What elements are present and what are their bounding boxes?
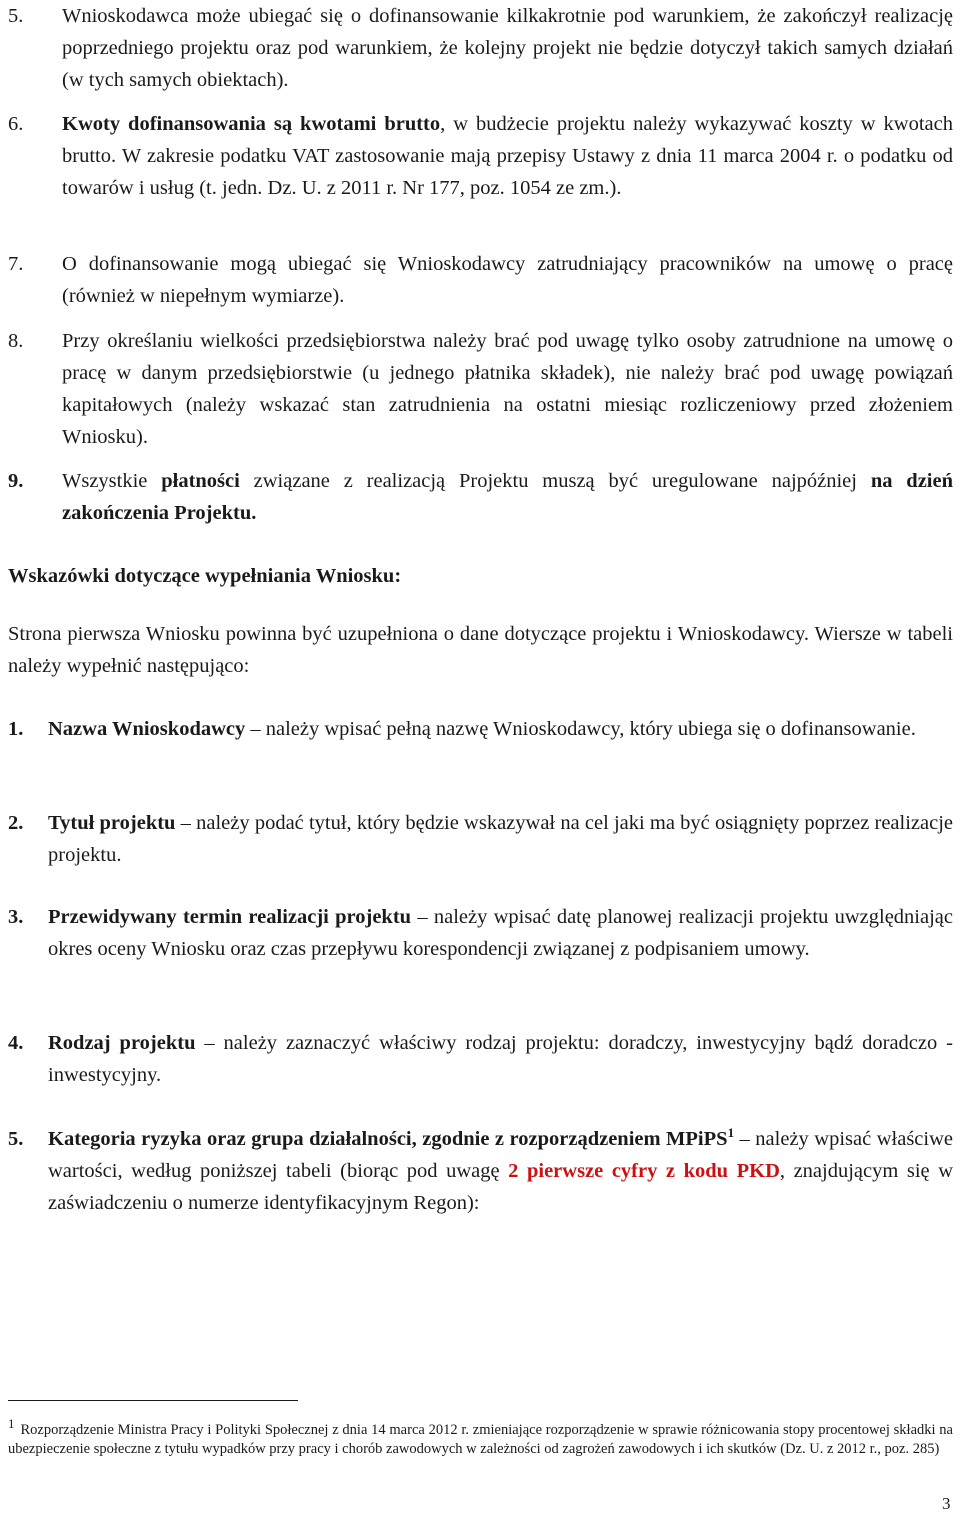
list-item-rest: – należy zaznaczyć właściwy rodzaj projektu: doradczy, inwestycyjny bądź doradczo - inwestycyjny. [48,1032,953,1086]
list-item-pre: Wszystkie [62,470,162,492]
list-number: 5. [8,1128,24,1150]
list-item-rest: – należy wpisać datę planowej realizacji projektu uwzględniając okres oceny Wniosku oraz czas przepływu korespondencji związanej z podpisaniem umowy. [48,906,953,960]
list-item-text: O dofinansowanie mogą ubiegać się Wnioskodawcy zatrudniający pracowników na umowę o pracę (również w niepełnym wymiarze). [62,253,953,307]
intro-paragraph: Strona pierwsza Wniosku powinna być uzupełniona o dane dotyczące projektu i Wnioskodawcy. Wiersze w tabeli należy wypełnić następująco: [8,623,953,677]
footnote-reference: 1 [727,1125,735,1141]
list-item-rest: , w budżecie projektu należy wykazywać koszty w kwotach brutto. W zakresie podatku VAT zastosowanie mają przepisy Ustawy z dnia 11 marca 2004 r. o podatku od towarów i usług (t. jedn. Dz. U. z 2011 r. Nr 177, poz. 1054 ze zm.). [62,113,953,199]
list-item-text [62,108,953,204]
list-number: 8. [8,330,24,352]
footnote [8,1416,953,1459]
list-number: 9. [8,470,24,492]
footnote-separator [8,1400,298,1401]
list-item-text [48,1027,953,1091]
list-number: 6. [8,113,24,135]
list-item-bold: Nazwa Wnioskodawcy [48,718,246,740]
list-item-pre: – należy wpisać właściwe wartości, według poniższej tabeli (biorąc pod uwagę [48,1128,953,1182]
list-item-post: , znajdującym się w zaświadczeniu o numerze identyfikacyjnym Regon): [48,1160,954,1214]
list-number: 2. [8,812,24,834]
footnote-number: 1 [8,1416,15,1432]
list-item-mid: związane z realizacją Projektu muszą być uregulowane najpóźniej [239,470,871,492]
footnote-text: Rozporządzenie Ministra Pracy i Polityki Społecznej z dnia 14 marca 2012 r. zmieniające rozporządzenie w sprawie różnicowania stopy procentowej składki na ubezpieczenie społeczne z tytułu wypadków przy pracy i chorób zawodowych w zależności od zagrożeń zawodowych i ich skutków (Dz. U. z 2012 r., poz. 285) [8,1422,953,1457]
section-heading: Wskazówki dotyczące wypełniania Wniosku: [8,565,402,587]
list-number: 5. [8,5,24,27]
list-number: 7. [8,253,24,275]
list-item-bold: Kategoria ryzyka oraz grupa działalności, zgodnie z rozporządzeniem MPiPS [48,1128,728,1150]
list-item-bold: Przewidywany termin realizacji projektu [48,906,412,928]
list-item-rest: – należy podać tytuł, który będzie wskazywał na cel jaki ma być osiągnięty poprzez realizacje projektu. [48,812,953,866]
highlight-red-text: 2 pierwsze cyfry z kodu PKD [508,1160,780,1182]
list-number: 3. [8,906,24,928]
list-item-text [62,465,953,529]
list-number: 1. [8,718,24,740]
list-item-bold: Tytuł projektu [48,812,176,834]
list-item-text: Wnioskodawca może ubiegać się o dofinansowanie kilkakrotnie pod warunkiem, że zakończył realizację poprzedniego projektu oraz pod warunkiem, że kolejny projekt nie będzie dotyczył takich samych działań (w tych samych obiektach). [62,5,953,91]
list-item-bold-end: na dzień zakończenia Projektu. [62,470,953,524]
list-item-text [48,1123,953,1219]
page-number: 3 [942,1494,951,1513]
list-item-bold: płatności [161,470,240,492]
list-item-rest: – należy wpisać pełną nazwę Wnioskodawcy, który ubiega się o dofinansowanie. [245,718,916,740]
list-item-text [48,713,953,745]
list-item-text [48,901,953,965]
list-item-text: Przy określaniu wielkości przedsiębiorstwa należy brać pod uwagę tylko osoby zatrudnione na umowę o pracę w danym przedsiębiorstwie (u jednego płatnika składek), nie należy brać pod uwagę powiązań kapitałowych (należy wskazać stan zatrudnienia na ostatni miesiąc rozliczeniowy przed złożeniem Wniosku). [62,330,953,448]
list-item-bold: Rodzaj projektu [48,1032,196,1054]
list-item-bold: Kwoty dofinansowania są kwotami brutto [62,113,441,135]
list-number: 4. [8,1032,24,1054]
list-item-text [48,807,953,871]
